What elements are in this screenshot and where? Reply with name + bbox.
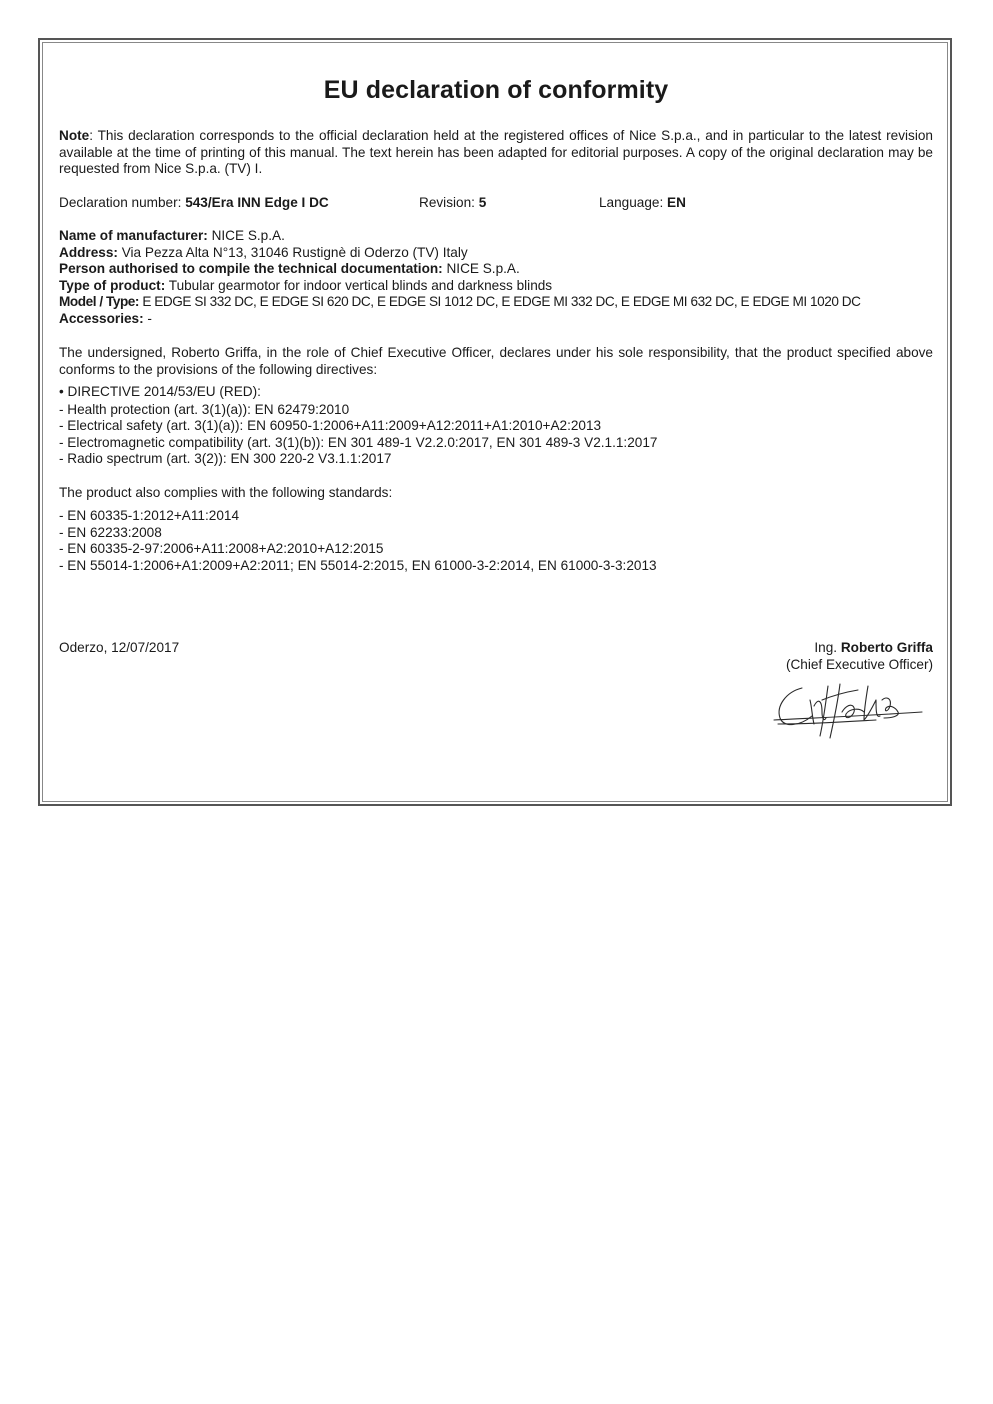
product-type-label: Type of product: (59, 277, 166, 293)
directive-item: - Health protection (art. 3(1)(a)): EN 62479:2010 (59, 401, 350, 417)
declaration-language (599, 195, 686, 212)
directive-item: - Electromagnetic compatibility (art. 3(1)(b)): EN 301 489-1 V2.2.0:2017, EN 301 489-3 V2.1.1:2017 (59, 434, 658, 450)
accessories-line (59, 311, 933, 328)
product-type-value: Tubular gearmotor for indoor vertical blinds and darkness blinds (165, 277, 553, 293)
signatory-role: (Chief Executive Officer) (785, 657, 933, 672)
language-label: Language: (599, 195, 668, 210)
declaration-info-row (59, 195, 933, 212)
signatory-name: Roberto Griffa (840, 640, 933, 655)
standard-item: - EN 60335-2-97:2006+A11:2008+A2:2010+A12:2015 (59, 541, 384, 557)
declaration-number (59, 195, 329, 212)
signatory-name-line (786, 640, 933, 657)
manufacturer-name-value: NICE S.p.A. (207, 228, 285, 243)
authorised-person-line (59, 261, 933, 278)
model-type-line (59, 294, 933, 311)
standards-intro: The product also complies with the following standards: (59, 485, 393, 500)
directive-item: - Electrical safety (art. 3(1)(a)): EN 60950-1:2006+A11:2009+A12:2011+A1:2010+A2:2013 (59, 418, 602, 434)
declaration-number-label: Declaration number: (59, 195, 186, 210)
directives-list (59, 384, 933, 468)
revision-value: 5 (478, 195, 487, 210)
revision-label: Revision: (419, 195, 479, 210)
address-line (59, 245, 933, 262)
manufacturer-name-label: Name of manufacturer: (59, 228, 208, 243)
declaration-number-value: 543/Era INN Edge I DC (185, 195, 329, 210)
product-type-line (59, 278, 933, 295)
standard-item: - EN 55014-1:2006+A1:2009+A2:2011; EN 55014-2:2015, EN 61000-3-2:2014, EN 61000-3-3:2013 (59, 557, 657, 573)
document-title: EU declaration of conformity (323, 76, 669, 104)
model-type-value: E EDGE SI 332 DC, E EDGE SI 620 DC, E EDGE SI 1012 DC, E EDGE MI 332 DC, E EDGE MI 632 DC, E EDGE MI 1020 DC (139, 294, 861, 310)
address-value: Via Pezza Alta N°13, 31046 Rustignè di Oderzo (TV) Italy (117, 244, 468, 260)
model-type-label: Model / Type: (59, 294, 139, 310)
accessories-label: Accessories: (59, 310, 144, 326)
handwritten-signature (772, 678, 928, 740)
directive-item: - Radio spectrum (art. 3(2)): EN 300 220-2 V3.1.1:2017 (59, 451, 392, 467)
authorised-person-label: Person authorised to compile the technical documentation: (59, 261, 443, 277)
authorised-person-value: NICE S.p.A. (442, 261, 520, 277)
note-text: : This declaration corresponds to the official declaration held at the registered offices of Nice S.p.a., and in particular to the latest revision available at the time of printing of this manual. The text herein has been adapted for editorial purposes. A copy of the original declaration may be requested from Nice S.p.a. (TV) I. (59, 128, 933, 177)
directive-heading: • DIRECTIVE 2014/53/EU (RED): (59, 384, 261, 399)
standard-item: - EN 60335-1:2012+A11:2014 (59, 508, 240, 523)
address-label: Address: (59, 244, 118, 260)
note-paragraph (59, 128, 933, 178)
signatory-block (786, 640, 933, 674)
declaration-statement: The undersigned, Roberto Griffa, in the role of Chief Executive Officer, declares under his sole responsibility, that the product specified above conforms to the provisions of the following directives: (59, 345, 933, 377)
language-value: EN (667, 195, 686, 210)
declaration-revision (419, 195, 486, 212)
standards-list (59, 508, 933, 574)
manufacturer-details (59, 228, 933, 328)
note-label: Note (59, 128, 90, 143)
place-and-date: Oderzo, 12/07/2017 (59, 640, 180, 655)
standard-item: - EN 62233:2008 (59, 524, 162, 540)
signatory-prefix: Ing. (814, 640, 841, 655)
accessories-value: - (143, 310, 152, 326)
manufacturer-name-line (59, 228, 933, 245)
